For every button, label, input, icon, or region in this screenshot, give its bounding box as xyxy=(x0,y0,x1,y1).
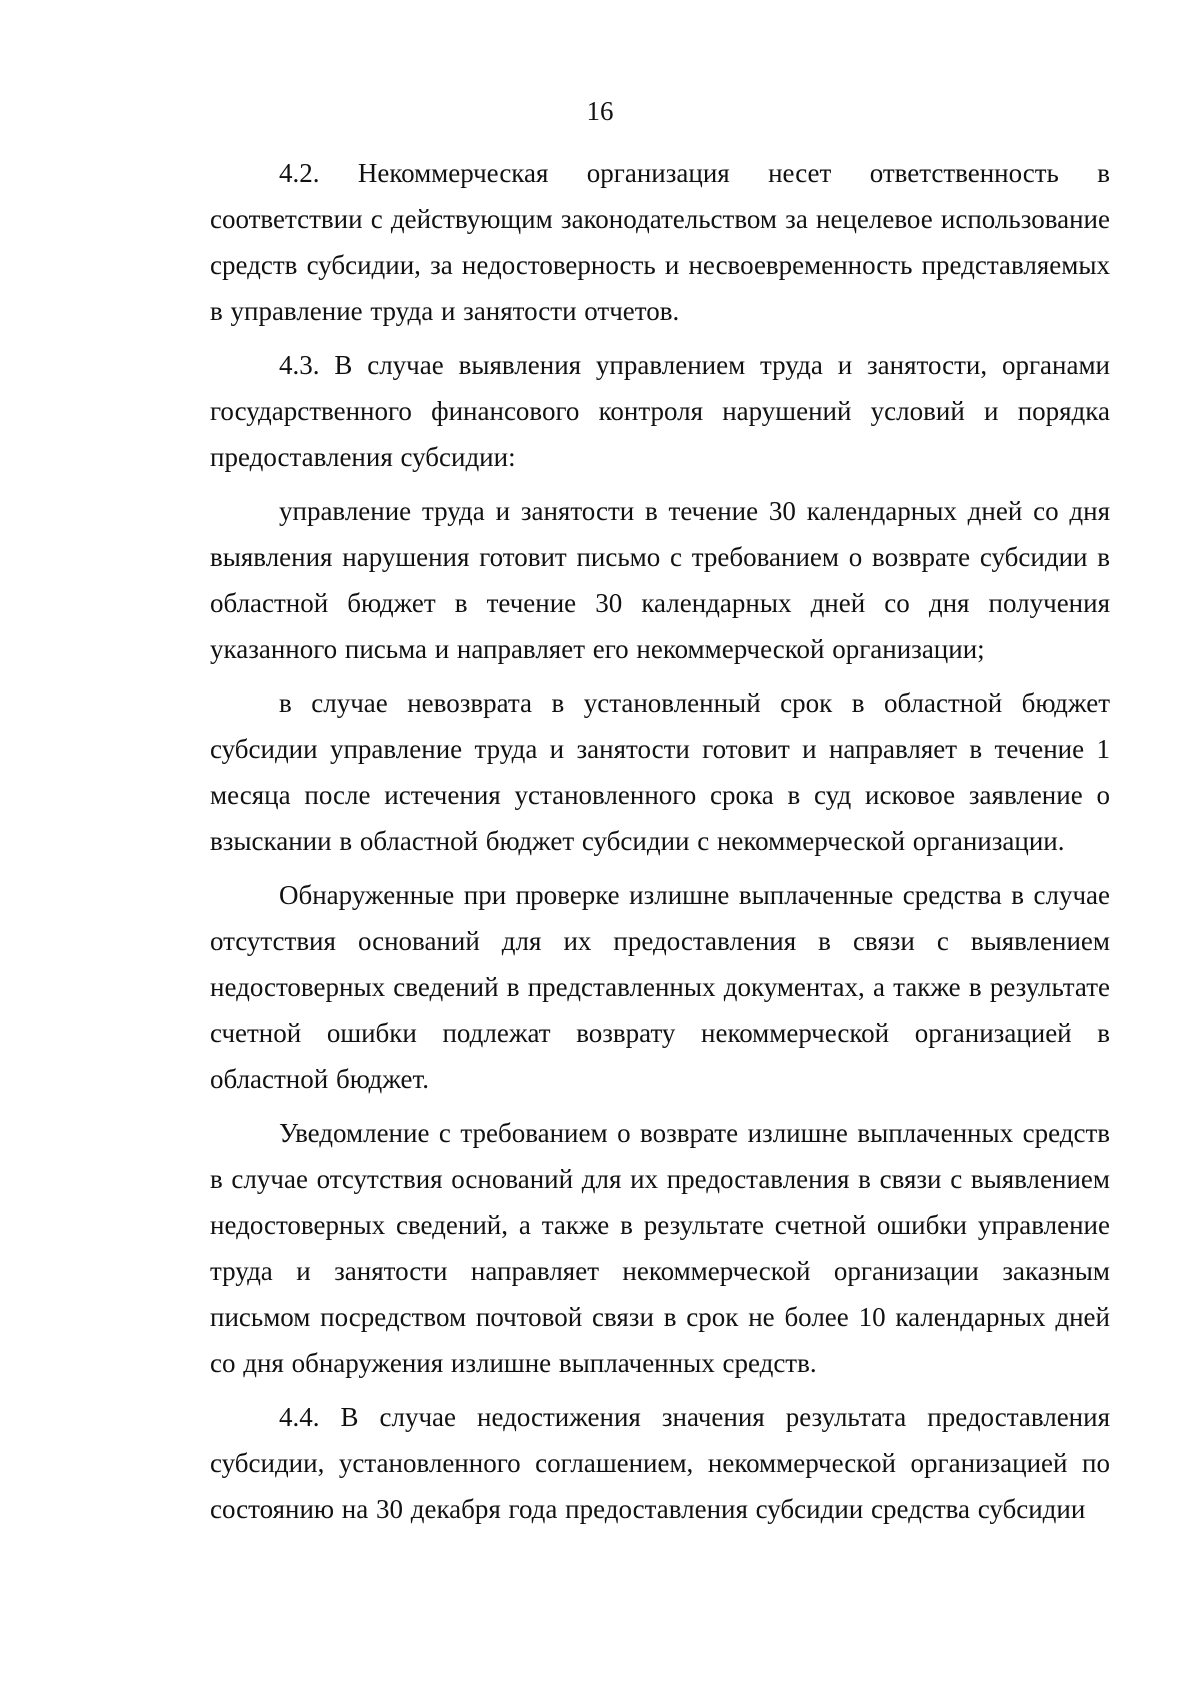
paragraph-4-2: 4.2. Некоммерческая организация несет ответственность в соответствии с действующим законодательством за нецелевое использование средств субсидии, за недостоверность и несвоевременность представляемых в управление труда и занятости отчетов. xyxy=(210,158,1110,326)
page-number: 16 xyxy=(586,96,614,126)
paragraph-return-letter: управление труда и занятости в течение 30 календарных дней со дня выявления нарушения готовит письмо с требованием о возврате субсидии в областной бюджет в течение 30 календарных дней со дня получения указанного письма и направляет его некоммерческой организации; xyxy=(210,496,1110,664)
paragraph-4-4: 4.4. В случае недостижения значения результата предоставления субсидии, установленного соглашением, некоммерческой организацией по состоянию на 30 декабря года предоставления субсидии средства субсидии xyxy=(210,1402,1110,1524)
paragraph-notification: Уведомление с требованием о возврате излишне выплаченных средств в случае отсутствия оснований для их предоставления в связи с выявлением недостоверных сведений, а также в результате счетной ошибки управление труда и занятости направляет некоммерческой организации заказным письмом посредством почтовой связи в срок не более 10 календарных дней со дня обнаружения излишне выплаченных средств. xyxy=(210,1118,1110,1378)
paragraph-4-3: 4.3. В случае выявления управлением труда и занятости, органами государственного финансового контроля нарушений условий и порядка предоставления субсидии: xyxy=(210,350,1110,472)
paragraph-court-claim: в случае невозврата в установленный срок в областной бюджет субсидии управление труда и занятости готовит и направляет в течение 1 месяца после истечения установленного срока в суд исковое заявление о взыскании в областной бюджет субсидии с некоммерческой организации. xyxy=(210,688,1110,856)
document-body xyxy=(210,150,1110,1540)
paragraph-overpayment: Обнаруженные при проверке излишне выплаченные средства в случае отсутствия оснований для их предоставления в связи с выявлением недостоверных сведений в представленных документах, а также в результате счетной ошибки подлежат возврату некоммерческой организацией в областной бюджет. xyxy=(210,880,1110,1094)
